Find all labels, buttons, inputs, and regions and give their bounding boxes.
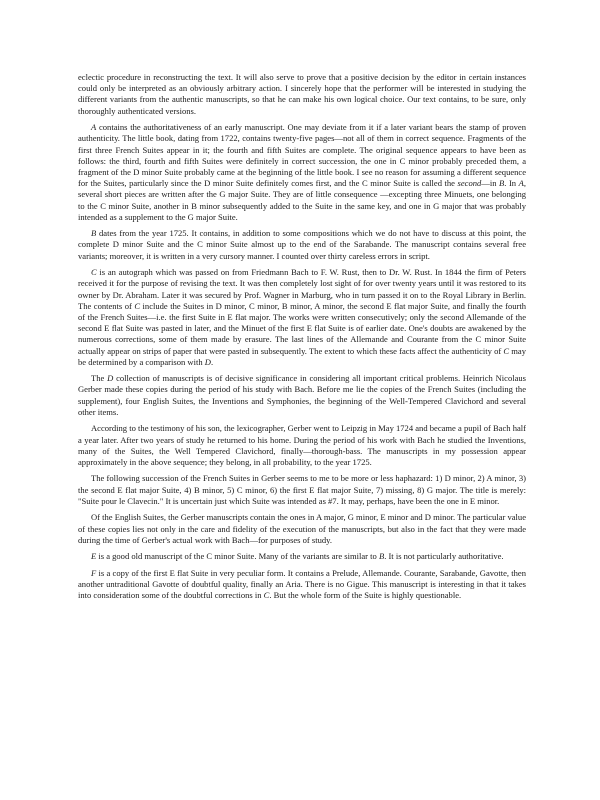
paragraph-source-f: F is a copy of the first E flat Suite in very peculiar form. It contains a Prelude, Allemande. Courante, Sarabande, Gavotte, then another untraditional Gavotte of doubtful quality, finally an Aria. There is no Gigue. This manuscript is interesting in that it takes into consideration some of the doubtful corrections in C. But the whole form of the Suite is highly questionable. bbox=[78, 567, 526, 601]
source-label-b: B bbox=[91, 228, 97, 239]
source-label-c: C bbox=[91, 267, 97, 278]
paragraph-source-a: A contains the authoritativeness of an early manuscript. One may deviate from it if a later variant bears the stamp of proven authenticity. The little book, dating from 1722, contains twenty-five pages—not all of them in correct sequence. Fragments of the first three French Suites appear in it; the fourth and fifth Suites are complete. The original sequence appears to have been as follows: the third, fourth and fifth Suites were definitely in correct succession, the one in C minor probably preceded them, a fragment of the D minor Suite probably came at the beginning of the little book. I see no reason for assuming a different sequence for the Suites, particularly since the D minor Suite definitely comes first, and the C minor Suite is called the second—in B. In A, several short pieces are written after the G major Suite. They are of little consequence —excepting three Minuets, one belonging to the C minor Suite, another in B minor subsequently added to the Suite in the same key, and one in G major that was probably intended as a supplement to the G major Suite. bbox=[78, 122, 527, 222]
paragraph-source-d: The D collection of manuscripts is of decisive significance in considering all important critical problems. Heinrich Nicolaus Gerber made these copies during the period of his study with Bach. Before me lie the copies of the French Suites (including the supplement), four English Suites, the Inventions and Symphonies, the beginning of the Well-Tempered Clavichord and several other items. bbox=[78, 373, 526, 417]
source-label-f: F bbox=[91, 567, 97, 578]
source-label-d: D bbox=[107, 373, 114, 384]
paragraph-gerber-biography: According to the testimony of his son, the lexicographer, Gerber went to Leipzig in May 1724 and became a pupil of Bach half a year later. After two years of study he returned to his home. During the period of his work with Bach he studied the Inventions, many of the Suites, the Well Tempered Clavichord, finally—thorough-bass. The manuscripts in my possession appear approximately in the above sequence; they belong, in all probability, to the year 1725. bbox=[78, 423, 526, 467]
paragraph-french-suites-order: The following succession of the French Suites in Gerber seems to me to be more or less haphazard: 1) D minor, 2) A minor, 3) the second E flat major Suite, 4) B minor, 5) C minor, 6) the first E flat major Suite, 7) missing, 8) G major. The title is merely: "Suite pour le Clavecin." It is uncertain just which Suite was intended as #7. It may, perhaps, have been the one in E minor. bbox=[78, 473, 526, 506]
paragraph-source-e: E is a good old manuscript of the C minor Suite. Many of the variants are similar to B. It is not particularly authoritative. bbox=[91, 551, 504, 562]
source-label-a: A bbox=[91, 122, 97, 133]
paragraph-source-b: B dates from the year 1725. It contains, in addition to some compositions which we do not have to discuss at this point, the complete D minor Suite and the C minor Suite almost up to the end of the Sarabande. The manuscript contains several free variants; moreover, it is written in a very cursory manner. I counted over thirty careless errors in script. bbox=[78, 228, 526, 261]
document-page bbox=[78, 72, 526, 607]
paragraph-english-suites: Of the English Suites, the Gerber manuscripts contain the ones in A major, G minor, E minor and D minor. The particular value of these copies lies not only in the care and fidelity of the execution of the manuscripts, but also in the fact that they were made during the time of Gerber's actual work with Bach—for purposes of study. bbox=[78, 512, 526, 545]
source-label-e: E bbox=[91, 551, 97, 562]
paragraph-intro: eclectic procedure in reconstructing the text. It will also serve to prove that a positive decision by the editor in certain instances could only be interpreted as an obviously arbitrary action. I sincerely hope that the performer will be interested in studying the different variants from the authentic manuscripts, so that he can make his own logical choice. Our text contains, to be sure, only thoroughly authenticated versions. bbox=[78, 72, 526, 116]
paragraph-source-c: C is an autograph which was passed on from Friedmann Bach to F. W. Rust, then to Dr. W. Rust. In 1844 the firm of Peters received it for the purpose of revising the text. It was then completely lost sight of for over twenty years until it was restored to its owner by Dr. Abraham. Later it was secured by Prof. Wagner in Marburg, who in turn passed it on to the Royal Library in Berlin. The contents of C include the Suites in D minor, C minor, B minor, A minor, the second E flat major Suite, and finally the fourth of the French Suites—i.e. the first Suite in E flat major. The works were written consecutively; only the second Allemande of the second E flat Suite was pasted in later, and the Minuet of the first E flat Suite is of earlier date. One's doubts are awakened by the numerous corrections, some of them made by erasure. The last lines of the Allemande and Courante from the C minor Suite actually appear on strips of paper that were pasted in subsequently. The extent to which these facts affect the authenticity of C may be determined by a comparison with D. bbox=[78, 267, 526, 367]
